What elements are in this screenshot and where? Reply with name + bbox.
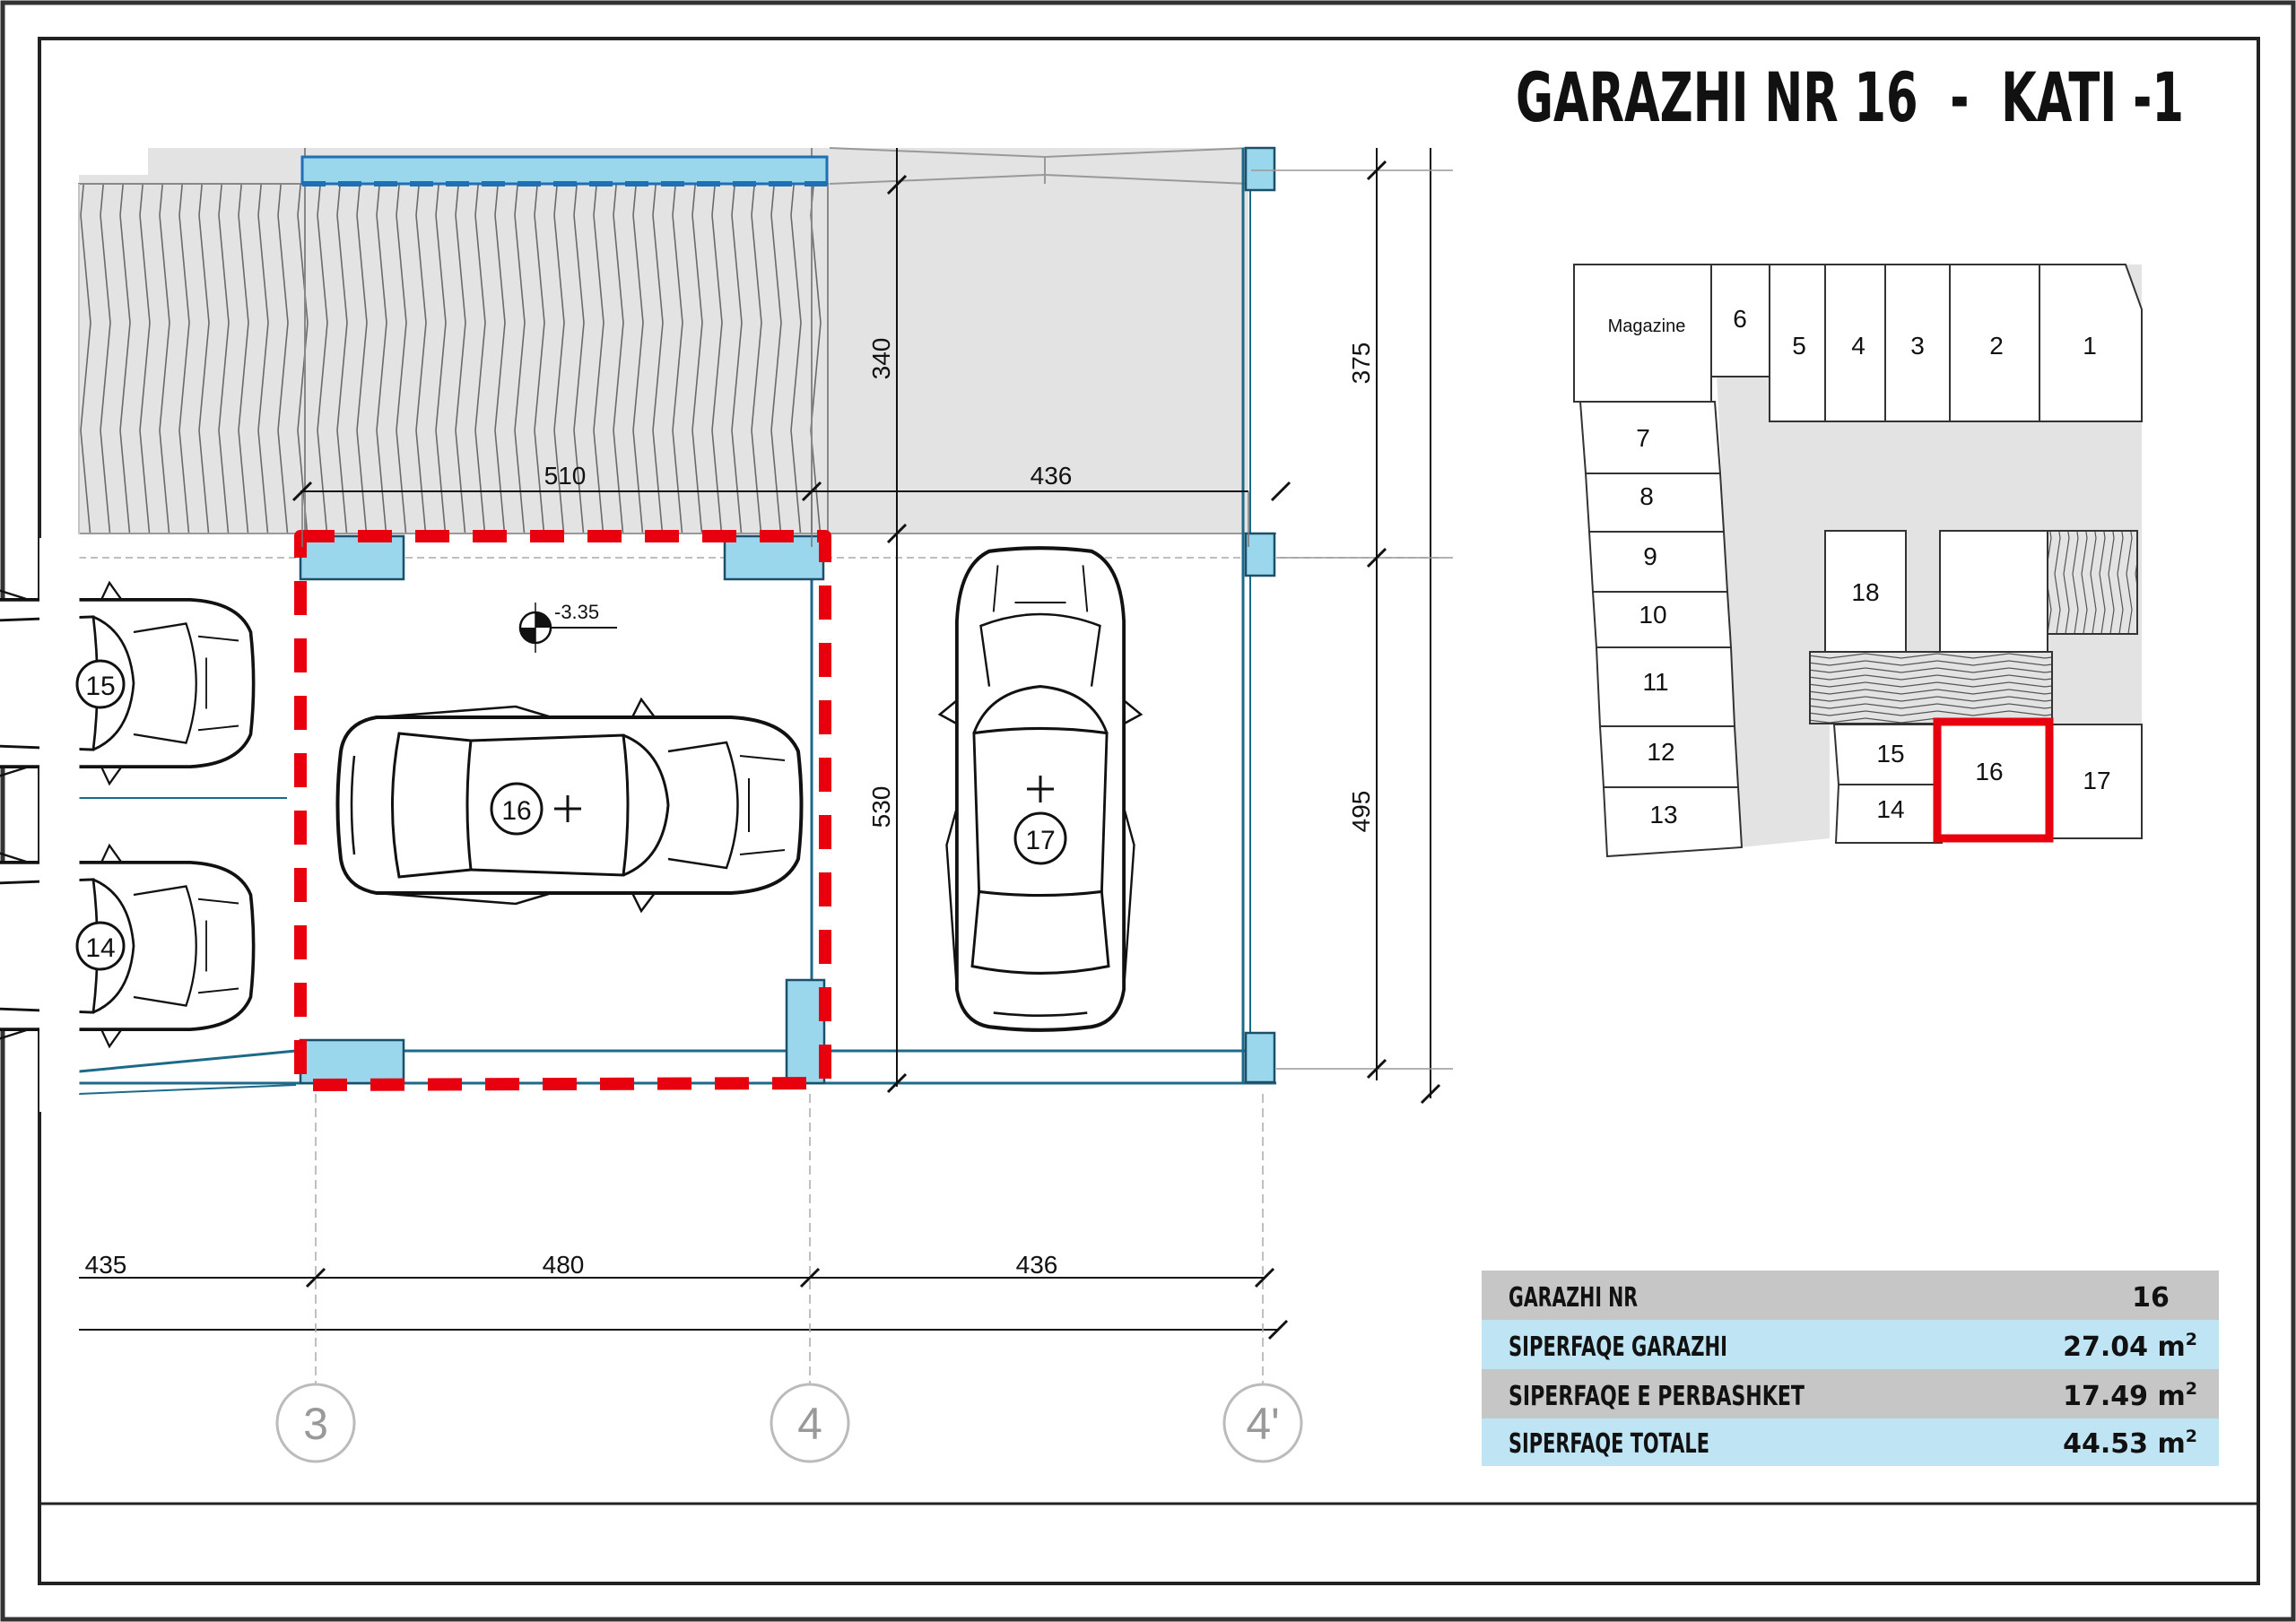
column	[1246, 533, 1274, 576]
car-label-16: 16	[501, 796, 532, 826]
dim-right-495: 495	[1347, 790, 1375, 833]
unit-sup: 2	[2185, 1330, 2197, 1349]
table-row-value-total-area	[2063, 1427, 2197, 1460]
dim-bay-530: 530	[867, 785, 895, 828]
column	[300, 536, 404, 579]
dim-bottom-435: 435	[84, 1251, 127, 1279]
unit: m	[2157, 1381, 2186, 1412]
key-unit-magazine: Magazine	[1607, 317, 1686, 336]
dim-right-375: 375	[1347, 342, 1375, 385]
unit: m	[2157, 1428, 2186, 1460]
table-row-value-garage-area	[2063, 1330, 2197, 1363]
key-unit-6: 6	[1733, 305, 1747, 333]
dim-ramp-340: 340	[867, 337, 895, 380]
axis-4-prime: 4'	[1246, 1399, 1280, 1449]
column	[787, 980, 824, 1083]
key-unit-18: 18	[1851, 578, 1880, 606]
key-unit-2: 2	[1989, 332, 2004, 360]
dim-bottom-480: 480	[542, 1251, 585, 1279]
axis-3: 3	[303, 1399, 328, 1449]
key-unit-10: 10	[1639, 601, 1667, 629]
level-value: -3.35	[554, 601, 600, 623]
key-unit-3: 3	[1910, 332, 1925, 360]
dimension-right	[1251, 148, 1453, 1103]
value: 17.49	[2063, 1381, 2149, 1412]
dim-top-510: 510	[544, 462, 587, 490]
axis-4: 4	[797, 1399, 822, 1449]
car-15	[0, 583, 254, 784]
table-row-value-garage-nr: 16	[2132, 1282, 2170, 1314]
key-unit-1: 1	[2083, 332, 2097, 360]
table-row-label-shared-area: SIPERFAQE E PERBASHKET	[1509, 1381, 1805, 1412]
car-16	[338, 699, 802, 911]
dimension-bottom	[79, 1094, 1287, 1394]
column	[300, 1040, 404, 1083]
unit-sup: 2	[2185, 1379, 2197, 1399]
key-unit-8: 8	[1639, 482, 1654, 510]
dim-bottom-436: 436	[1015, 1251, 1058, 1279]
key-unit-15: 15	[1876, 740, 1905, 768]
unit-sup: 2	[2185, 1427, 2197, 1446]
ramp-hatch	[79, 184, 828, 533]
floor-plan	[0, 148, 1453, 1462]
key-unit-17: 17	[2083, 767, 2111, 794]
table-row-value-shared-area	[2063, 1379, 2197, 1412]
key-unit-11: 11	[1642, 668, 1669, 696]
area-table	[1482, 1271, 2219, 1466]
column	[1246, 148, 1274, 190]
key-unit-4: 4	[1851, 332, 1866, 360]
key-unit-9: 9	[1643, 542, 1657, 570]
key-unit-14: 14	[1876, 795, 1905, 823]
car-label-17: 17	[1025, 826, 1056, 855]
key-unit-13: 13	[1649, 801, 1678, 828]
column	[725, 536, 823, 579]
table-row-label-total-area: SIPERFAQE TOTALE	[1509, 1428, 1709, 1460]
car-label-15: 15	[85, 672, 116, 701]
beam-top	[302, 157, 827, 184]
car-14	[0, 846, 254, 1046]
key-unit-7: 7	[1636, 424, 1650, 452]
key-unit-12: 12	[1647, 738, 1675, 766]
sheet-title: GARAZHI NR 16 - KATI -1	[1516, 57, 2184, 137]
column	[1246, 1033, 1274, 1082]
key-map	[1574, 265, 2142, 856]
value: 27.04	[2063, 1331, 2149, 1363]
value: 44.53	[2063, 1428, 2149, 1460]
unit: m	[2157, 1331, 2186, 1363]
car-label-14: 14	[85, 933, 116, 963]
table-row-label-garage-area: SIPERFAQE GARAZHI	[1509, 1331, 1727, 1363]
dim-top-436: 436	[1030, 462, 1073, 490]
key-unit-5: 5	[1792, 332, 1806, 360]
key-unit-16: 16	[1975, 758, 2004, 785]
table-row-label-garage-nr: GARAZHI NR	[1509, 1282, 1638, 1314]
